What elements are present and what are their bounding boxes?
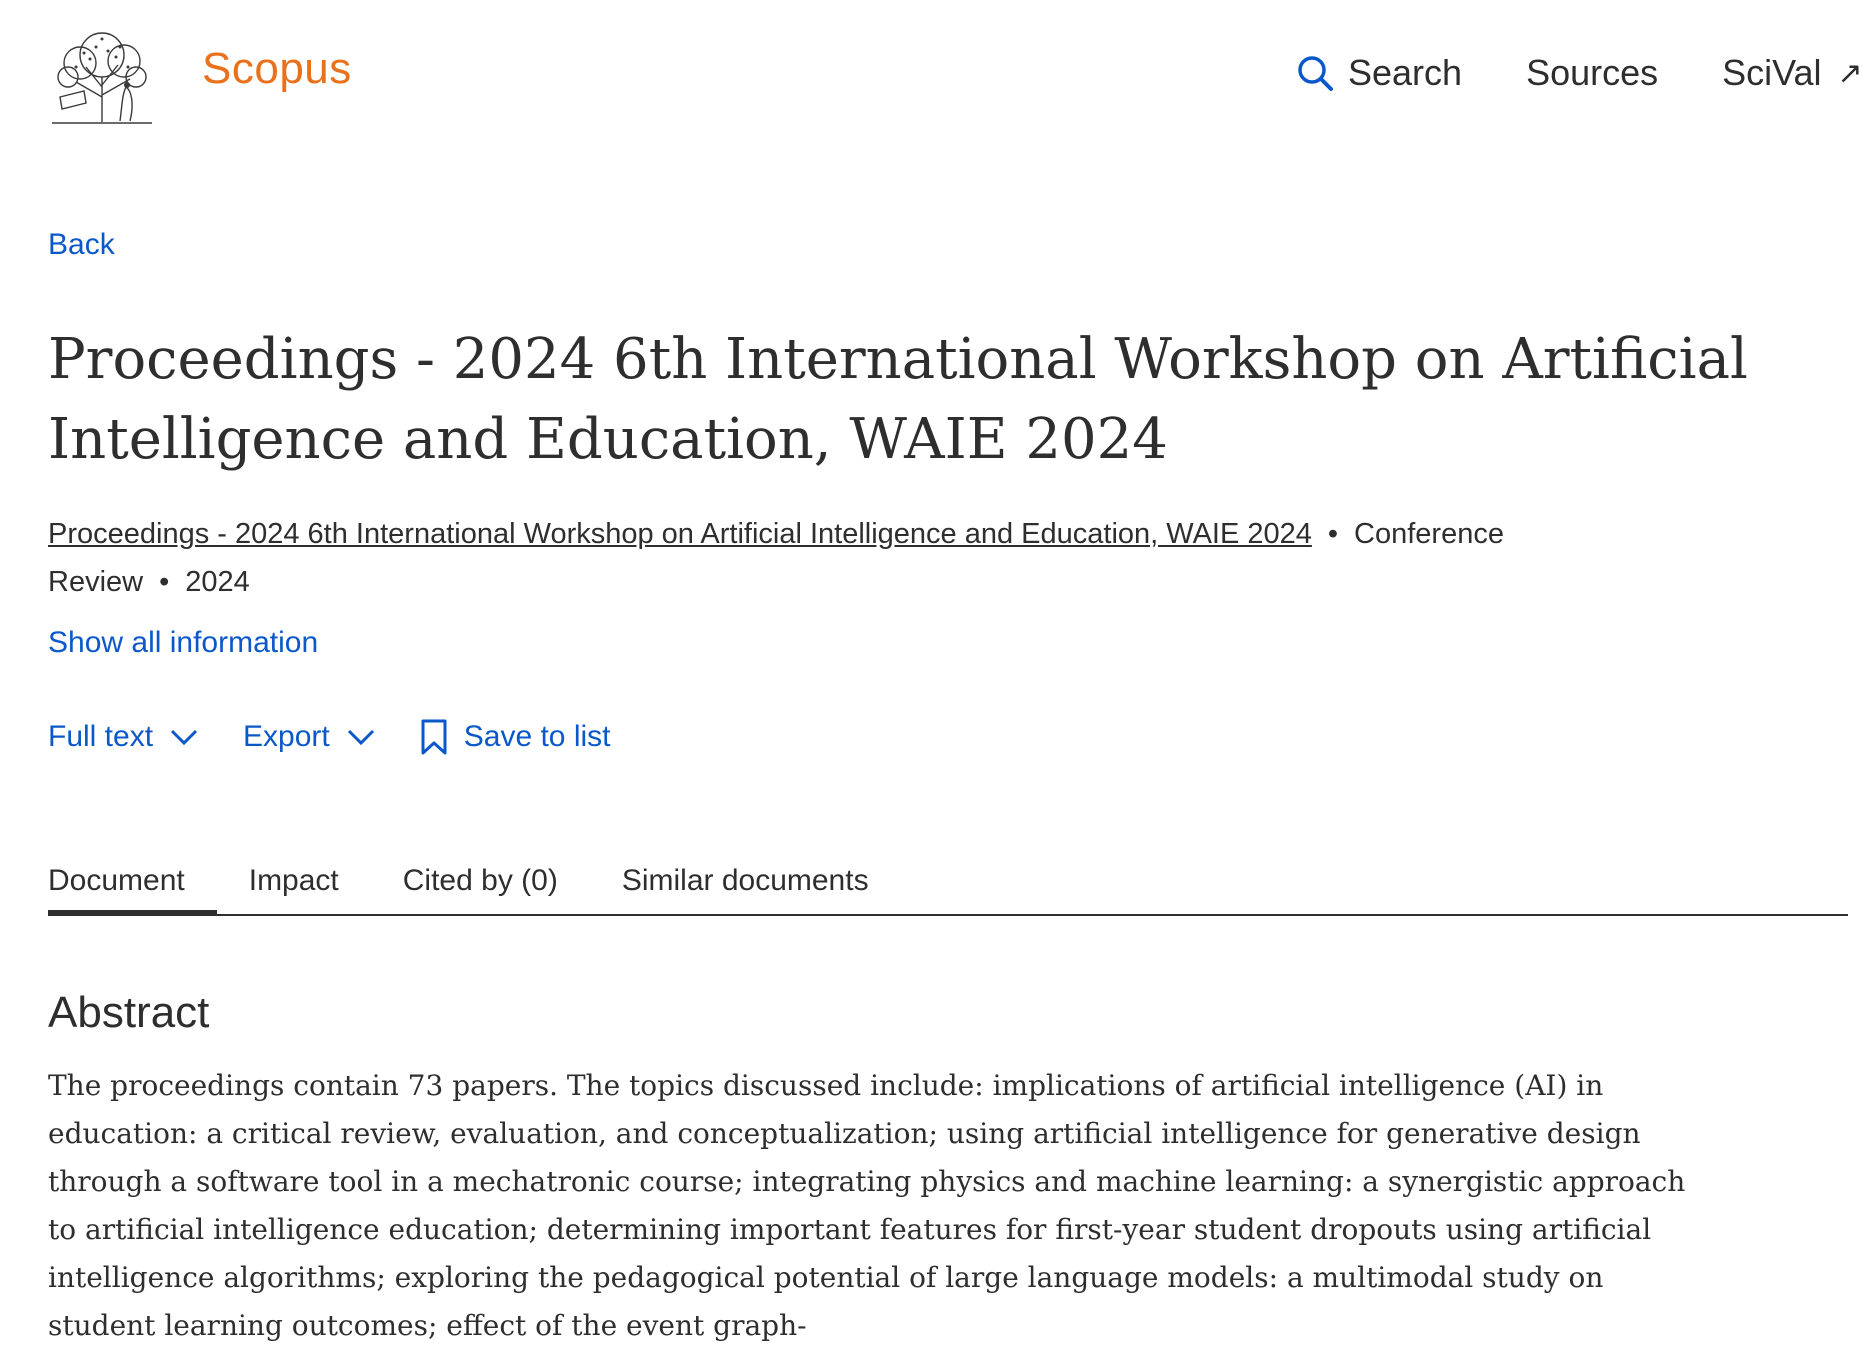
chevron-down-icon bbox=[169, 727, 199, 747]
document-meta bbox=[48, 510, 1608, 606]
chevron-down-icon bbox=[346, 727, 376, 747]
abstract-heading: Abstract bbox=[48, 988, 210, 1037]
document-title: Proceedings - 2024 6th International Workshop on Artificial Intelligence and Education, WAIE 2024 bbox=[48, 327, 1748, 472]
save-to-list-label: Save to list bbox=[463, 720, 611, 753]
search-icon bbox=[1296, 54, 1334, 92]
export-button[interactable] bbox=[243, 720, 376, 754]
nav-sources-label: Sources bbox=[1526, 52, 1659, 93]
tab-impact[interactable]: Impact bbox=[248, 864, 339, 897]
elsevier-logo-icon[interactable] bbox=[46, 27, 158, 127]
top-nav bbox=[1296, 52, 1863, 94]
brand-name[interactable]: Scopus bbox=[202, 44, 352, 93]
show-all-information-link[interactable]: Show all information bbox=[48, 626, 319, 659]
full-text-label: Full text bbox=[48, 720, 154, 753]
tab-document[interactable]: Document bbox=[48, 850, 185, 914]
nav-scival-label: SciVal bbox=[1722, 52, 1822, 93]
tab-cited-by[interactable]: Cited by (0) bbox=[402, 864, 558, 897]
external-link-icon: ↗ bbox=[1837, 56, 1863, 90]
publication-year: 2024 bbox=[185, 566, 250, 598]
nav-sources[interactable] bbox=[1526, 52, 1658, 94]
full-text-button[interactable] bbox=[48, 720, 199, 754]
save-to-list-button[interactable] bbox=[420, 718, 611, 756]
back-link[interactable]: Back bbox=[48, 228, 115, 261]
source-title-link[interactable]: Proceedings - 2024 6th International Workshop on Artificial Intelligence and Education, WAIE 2024 bbox=[48, 518, 1312, 550]
nav-search[interactable] bbox=[1296, 52, 1462, 94]
tab-similar-documents[interactable]: Similar documents bbox=[621, 864, 869, 897]
document-type: Conference Review bbox=[48, 518, 1504, 598]
bookmark-icon bbox=[420, 718, 448, 756]
meta-separator: • bbox=[1327, 518, 1339, 550]
document-tabs bbox=[48, 850, 1848, 916]
nav-search-label: Search bbox=[1348, 52, 1463, 93]
meta-separator: • bbox=[159, 566, 170, 598]
nav-scival[interactable] bbox=[1722, 52, 1863, 94]
top-header bbox=[0, 0, 1863, 150]
document-actions bbox=[48, 718, 654, 756]
abstract-text: The proceedings contain 73 papers. The topics discussed include: implications of artificial intelligence (AI) in education: a critical review, evaluation, and conceptualization; using artificial intelligence for generative design through a software tool in a mechatronic course; integrating physics and machine learning: a synergistic approach to artificial intelligence education; determining important features for first-year student dropouts using artificial intelligence algorithms; exploring the pedagogical potential of large language models: a multimodal study on student learning outcomes; effect of the event graph- bbox=[48, 1069, 1686, 1342]
export-label: Export bbox=[243, 720, 330, 753]
